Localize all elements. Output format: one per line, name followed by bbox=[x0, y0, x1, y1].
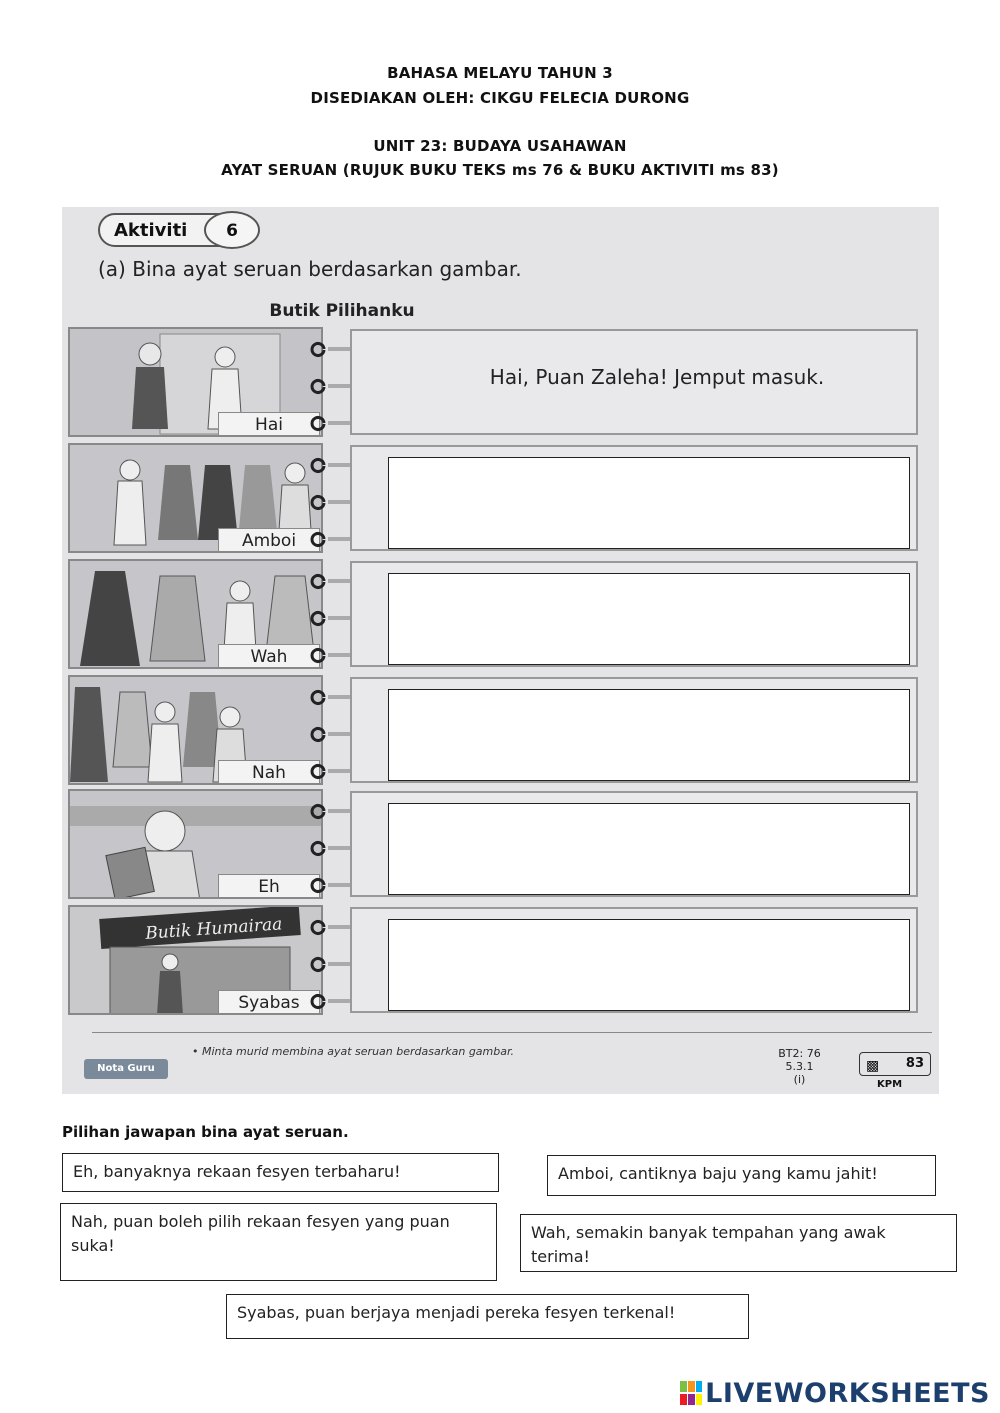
activity-title: Butik Pilihanku bbox=[269, 301, 415, 321]
choice-wah[interactable]: Wah, semakin banyak tempahan yang awak terima! bbox=[520, 1214, 957, 1272]
bt-reference bbox=[752, 1047, 847, 1086]
activity-row-nah bbox=[62, 673, 939, 787]
activity-row-wah bbox=[62, 557, 939, 671]
picture-nah bbox=[68, 675, 323, 785]
header-topic: AYAT SERUAN (RUJUK BUKU TEKS ms 76 & BUKU AKTIVITI ms 83) bbox=[221, 161, 779, 179]
answer-box-nah[interactable] bbox=[388, 689, 910, 781]
activity-row-hai bbox=[62, 325, 939, 439]
activity-row-eh bbox=[62, 787, 939, 901]
example-sentence: Hai, Puan Zaleha! Jemput masuk. bbox=[489, 365, 825, 389]
choice-eh[interactable]: Eh, banyaknya rekaan fesyen terbaharu! bbox=[62, 1153, 499, 1192]
activity-badge: Aktiviti bbox=[98, 213, 258, 247]
picture-hai bbox=[68, 327, 323, 437]
picture-label-syabas: Syabas bbox=[218, 990, 320, 1015]
activity-row-syabas bbox=[62, 903, 939, 1017]
picture-label-amboi: Amboi bbox=[218, 528, 320, 553]
activity-sheet bbox=[62, 207, 939, 1094]
choices-title: Pilihan jawapan bina ayat seruan. bbox=[62, 1123, 349, 1141]
page-number: 83 bbox=[905, 1056, 924, 1071]
footer-divider bbox=[92, 1032, 932, 1033]
bt-line-2: 5.3.1 bbox=[785, 1060, 814, 1073]
liveworksheets-text: LIVEWORKSHEETS bbox=[705, 1378, 990, 1409]
picture-label-eh: Eh bbox=[218, 874, 320, 899]
activity-number: 6 bbox=[204, 211, 260, 249]
header-subject: BAHASA MELAYU TAHUN 3 bbox=[387, 64, 613, 82]
picture-label-wah: Wah bbox=[218, 644, 320, 669]
choice-nah[interactable]: Nah, puan boleh pilih rekaan fesyen yang puan suka! bbox=[60, 1203, 497, 1281]
picture-label-hai: Hai bbox=[218, 412, 320, 437]
picture-eh bbox=[68, 789, 323, 899]
choice-syabas[interactable]: Syabas, puan berjaya menjadi pereka fesyen terkenal! bbox=[226, 1294, 749, 1339]
activity-row-amboi bbox=[62, 441, 939, 555]
header-unit: UNIT 23: BUDAYA USAHAWAN bbox=[373, 137, 627, 155]
answer-box-amboi[interactable] bbox=[388, 457, 910, 549]
liveworksheets-logo bbox=[680, 1378, 990, 1409]
picture-amboi bbox=[68, 443, 323, 553]
choice-amboi[interactable]: Amboi, cantiknya baju yang kamu jahit! bbox=[547, 1155, 936, 1196]
shop-sign-text: Butik Humairaa bbox=[144, 914, 283, 944]
picture-label-nah: Nah bbox=[218, 760, 320, 785]
activity-instruction: (a) Bina ayat seruan berdasarkan gambar. bbox=[98, 257, 522, 281]
page-number-badge bbox=[859, 1052, 931, 1076]
header-author: DISEDIAKAN OLEH: CIKGU FELECIA DURONG bbox=[310, 89, 690, 107]
answer-box-eh[interactable] bbox=[388, 803, 910, 895]
book-icon: ▩ bbox=[866, 1058, 880, 1074]
answer-box-syabas[interactable] bbox=[388, 919, 910, 1011]
teacher-note: • Minta murid membina ayat seruan berdasarkan gambar. bbox=[192, 1045, 514, 1058]
picture-syabas bbox=[68, 905, 323, 1015]
bt-line-1: BT2: 76 bbox=[778, 1047, 821, 1060]
nota-guru-tag: Nota Guru bbox=[84, 1059, 168, 1079]
answer-box-wah[interactable] bbox=[388, 573, 910, 665]
bt-line-3: (i) bbox=[793, 1073, 806, 1086]
liveworksheets-icon bbox=[680, 1381, 702, 1405]
picture-wah bbox=[68, 559, 323, 669]
kpm-label: KPM bbox=[877, 1079, 903, 1090]
